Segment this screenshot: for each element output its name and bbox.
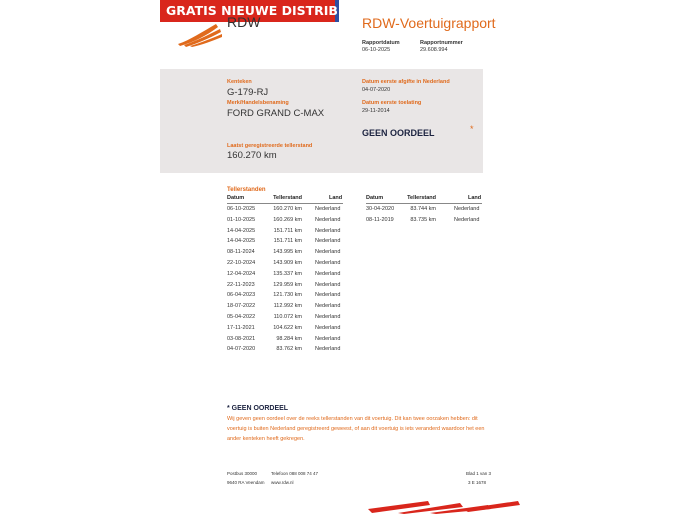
footer-page: Blad 1 van 3 (466, 471, 492, 476)
reading-km: 129.959 km (273, 281, 302, 288)
table-row (227, 249, 343, 260)
reading-date: 22-11-2023 (227, 281, 255, 288)
reading-country: Nederland (315, 346, 341, 353)
first-admission-value: 29-11-2014 (362, 108, 390, 114)
reading-country: Nederland (315, 303, 341, 310)
reading-country: Nederland (454, 206, 480, 212)
first-admission-label: Datum eerste toelating (362, 100, 422, 106)
footnote-title: * GEEN OORDEEL (227, 405, 289, 412)
verdict: GEEN OORDEEL (362, 128, 435, 138)
readings-title: Tellerstanden (227, 187, 266, 193)
reading-date: 03-08-2021 (227, 335, 256, 342)
col-km: Tellerstand (273, 195, 302, 201)
reading-km: 83.735 km (410, 216, 436, 223)
table-row (366, 217, 482, 228)
plate-value: G-179-RJ (227, 87, 269, 98)
col-date: Datum (227, 195, 245, 201)
promo-banner: GRATIS NIEUWE DISTRIBUTIE RIEM (160, 0, 335, 22)
reading-country: Nederland (454, 216, 480, 223)
table-row (227, 238, 343, 249)
reading-date: 18-07-2022 (227, 303, 256, 310)
table-row (227, 260, 343, 271)
report-number: 29.608.994 (420, 47, 448, 53)
reading-country: Nederland (315, 335, 341, 342)
reading-date: 12-04-2024 (227, 270, 256, 277)
reading-country: Nederland (315, 227, 341, 234)
reading-km: 83.762 km (276, 346, 302, 353)
table-row (227, 228, 343, 239)
reading-country: Nederland (315, 314, 341, 320)
table-row (227, 336, 343, 347)
table-row (366, 206, 482, 217)
rdw-logo-text: RDW (227, 14, 261, 30)
table-row (227, 206, 343, 217)
make-label: Merk/Handelsbenaming (227, 100, 289, 106)
last-odometer-value: 160.270 km (227, 150, 277, 161)
readings-left-header (227, 195, 343, 206)
footer-phone: Telefoon 088 008 74 47 (271, 471, 319, 476)
table-row (227, 282, 343, 293)
reading-km: 98.284 km (276, 335, 302, 342)
reading-country: Nederland (315, 216, 341, 223)
reading-date: 06-04-2023 (227, 292, 256, 299)
reading-date: 05-04-2022 (227, 314, 256, 320)
table-row (227, 325, 343, 336)
reading-date: 17-11-2021 (227, 324, 255, 331)
reading-km: 112.992 km (273, 303, 302, 310)
footer-postbus: Postbus 30000 (227, 471, 258, 476)
last-odometer-label: Laatst geregistreerde tellerstand (227, 143, 313, 149)
reading-date: 14-04-2025 (227, 227, 256, 234)
divider (366, 203, 482, 204)
reading-km: 143.995 km (273, 249, 302, 256)
rdw-logo-icon (176, 20, 226, 48)
col-km: Tellerstand (407, 195, 436, 201)
report-date: 06-10-2025 (362, 47, 391, 53)
first-nl-label: Datum eerste afgifte in Nederland (362, 79, 450, 85)
report-date-label: Rapportdatum (362, 40, 400, 46)
first-nl-value: 04-07-2020 (362, 87, 391, 93)
reading-country: Nederland (315, 324, 341, 331)
reading-km: 160.270 km (273, 206, 302, 212)
plate-label: Kenteken (227, 79, 252, 85)
col-country: Land (468, 195, 482, 201)
reading-country: Nederland (315, 206, 341, 212)
col-date: Datum (366, 195, 384, 201)
divider (227, 203, 343, 204)
reading-km: 143.909 km (273, 260, 302, 266)
footnote-text: Wij geven geen oordeel over de reeks tellerstanden van dit voertuig. Dit kan twee oorzaken hebben: dit voertuig is buiten Nederland geregistreerd geweest, of aan dit voertuig is iets veranderd waardoor het een ander kenteken heeft gekregen. (227, 416, 485, 442)
reading-km: 160.269 km (273, 216, 302, 223)
reading-date: 06-10-2025 (227, 206, 256, 212)
col-country: Land (329, 195, 343, 201)
reading-km: 135.337 km (273, 270, 302, 277)
reading-km: 151.711 km (273, 227, 302, 234)
reading-date: 08-11-2019 (366, 216, 394, 223)
decorative-stripes-graphic (368, 497, 528, 514)
reading-country: Nederland (315, 260, 341, 266)
table-row (227, 314, 343, 325)
readings-right-header (366, 195, 482, 206)
reading-date: 04-07-2020 (227, 346, 256, 353)
reading-km: 83.744 km (410, 206, 436, 212)
reading-country: Nederland (315, 238, 341, 245)
reading-km: 110.072 km (273, 314, 302, 320)
footer-city: 9640 RA Veendam (227, 480, 265, 485)
verdict-asterisk: * (470, 124, 474, 134)
footer-web: www.rdw.nl (271, 480, 294, 485)
reading-country: Nederland (315, 281, 341, 288)
decorative-stripes (368, 497, 528, 514)
report-number-label: Rapportnummer (420, 40, 463, 46)
table-row (227, 217, 343, 228)
reading-date: 01-10-2025 (227, 216, 256, 223)
reading-date: 14-04-2025 (227, 238, 256, 245)
reading-date: 08-11-2024 (227, 249, 255, 256)
rdw-logo (176, 20, 226, 48)
reading-country: Nederland (315, 270, 341, 277)
table-row (227, 292, 343, 303)
reading-km: 151.711 km (273, 238, 302, 245)
reading-country: Nederland (315, 249, 341, 256)
table-row (227, 303, 343, 314)
report-title: RDW-Voertuigrapport (362, 15, 496, 31)
table-row (227, 271, 343, 282)
table-row (227, 346, 343, 357)
make-value: FORD GRAND C-MAX (227, 108, 325, 119)
reading-km: 104.622 km (273, 324, 302, 331)
footer-code: 3 E 1678 (468, 480, 487, 485)
reading-country: Nederland (315, 292, 341, 299)
reading-date: 30-04-2020 (366, 206, 395, 212)
reading-date: 22-10-2024 (227, 260, 256, 266)
reading-km: 121.730 km (273, 292, 302, 299)
